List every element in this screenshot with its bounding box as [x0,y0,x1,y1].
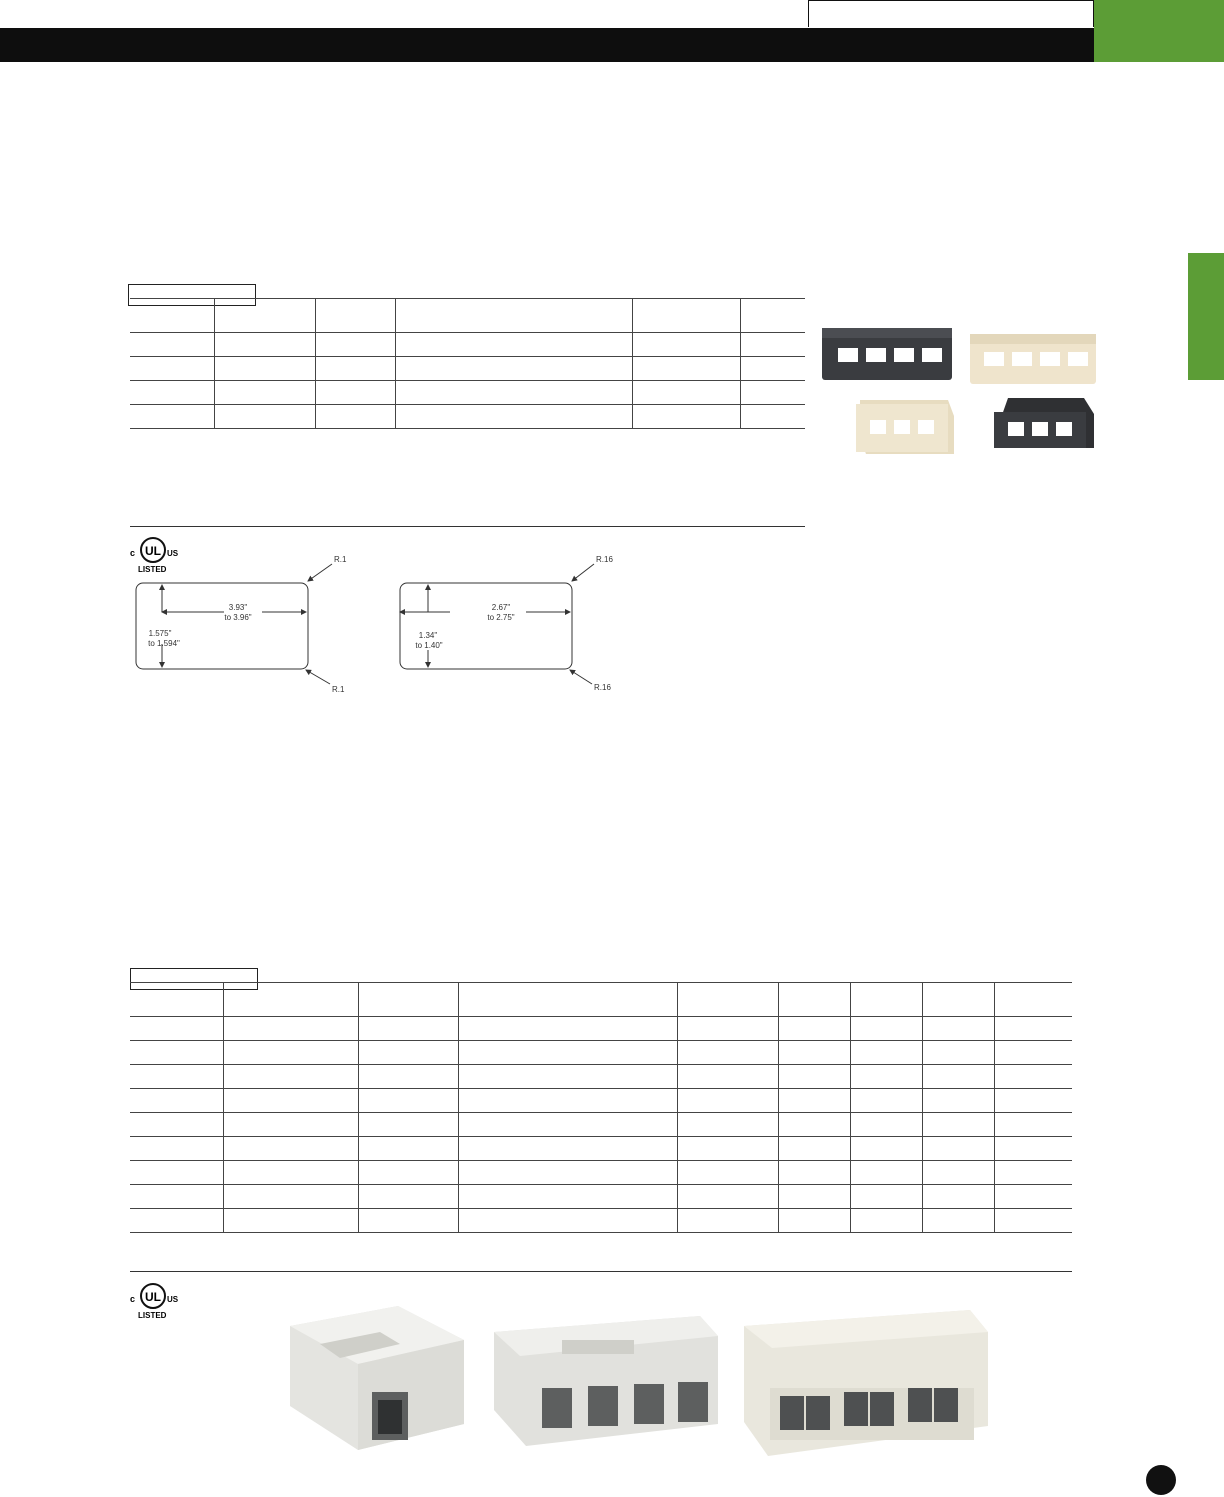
ul-text: UL [145,544,161,558]
surface-box-2-port [290,1306,464,1450]
table2-cell [778,1017,850,1041]
table2-cell [358,1185,458,1209]
table2-header-cell [778,983,850,1017]
table-row [130,1161,1072,1185]
table-row [130,1017,1072,1041]
table1-cell [315,357,395,381]
table2-cell [994,1161,1072,1185]
table1-cell [130,357,214,381]
table2-cell [458,1065,677,1089]
cutout-diagram-large [136,555,347,694]
table2-header-cell [223,983,358,1017]
table2-cell [130,1041,223,1065]
table1-cell [632,381,740,405]
table2-cell [223,1017,358,1041]
table2-cell [922,1089,994,1113]
table2-cell [677,1137,778,1161]
table-row [130,1113,1072,1137]
table2-cell [922,1161,994,1185]
large-width-bottom: to 3.96" [224,613,252,622]
large-height-top: 1.575" [148,629,172,638]
table1-cell [130,405,214,429]
table2-cell [994,1017,1072,1041]
table1-header-cell [214,299,315,333]
table2-cell [922,1137,994,1161]
table1-cell [214,333,315,357]
table2-cell [677,1065,778,1089]
small-radius-top: R.16 [596,555,613,564]
table2-cell [994,1137,1072,1161]
table1-cell [740,381,805,405]
table2-cell [850,1065,922,1089]
table1-cell [632,333,740,357]
table2-cell [922,1041,994,1065]
ul-text: UL [145,1290,161,1304]
surface-mount-boxes-photo [280,1296,1000,1466]
table1-cell [214,381,315,405]
table1-cell [395,405,632,429]
table-row [130,333,805,357]
table2-cell [677,1113,778,1137]
table2-cell [994,1209,1072,1233]
table-row [130,1185,1072,1209]
table2-cell [778,1161,850,1185]
table2-cell [458,1137,677,1161]
table1-cell [740,357,805,381]
table2-cell [994,1113,1072,1137]
table2-cell [130,1113,223,1137]
table2-cell [223,1137,358,1161]
insert-ivory-4-port [970,334,1096,384]
table2-cell [850,1185,922,1209]
table2-cell [458,1041,677,1065]
small-width-bottom: to 2.75" [487,613,515,622]
table2-cell [223,1161,358,1185]
section-divider-2 [130,1271,1072,1272]
table-row [130,357,805,381]
header-green-tab [1094,0,1224,62]
table2-cell [922,1185,994,1209]
table1-cell [315,381,395,405]
table2-cell [778,1089,850,1113]
table2-cell [850,1041,922,1065]
table2-cell [677,1017,778,1041]
ul-us-text: US [167,549,179,558]
table1-cell [315,333,395,357]
table2-cell [130,1209,223,1233]
table1-cell [395,333,632,357]
table2-cell [922,1209,994,1233]
section-divider-1 [130,526,805,527]
table2-cell [778,1041,850,1065]
table2-cell [778,1113,850,1137]
small-radius-bottom: R.16 [594,683,611,692]
ul-listed-logo-2 [128,1278,188,1322]
table2-cell [778,1137,850,1161]
table2-cell [677,1041,778,1065]
table2-cell [358,1209,458,1233]
table-row [130,1041,1072,1065]
table2-header-cell [994,983,1072,1017]
table2-cell [778,1185,850,1209]
table2-header-cell [922,983,994,1017]
table1-cell [130,333,214,357]
surface-box-4-port [494,1316,718,1446]
table2-cell [358,1041,458,1065]
table2-cell [458,1209,677,1233]
cutout-diagram-small [400,555,613,692]
table2-cell [130,1161,223,1185]
small-height-bottom: to 1.40" [415,641,443,650]
table2-cell [130,1137,223,1161]
table2-cell [130,1017,223,1041]
table2-cell [994,1065,1072,1089]
table2-cell [677,1161,778,1185]
table2-cell [358,1017,458,1041]
table2-cell [130,1065,223,1089]
table2-cell [778,1065,850,1089]
table1-header-cell [395,299,632,333]
table-row [130,1089,1072,1113]
ul-us-text: US [167,1295,179,1304]
table2-cell [778,1209,850,1233]
table-row [130,1137,1072,1161]
table2-cell [850,1017,922,1041]
table2-cell [458,1185,677,1209]
table2-header-cell [850,983,922,1017]
ul-listed-text: LISTED [138,1311,167,1320]
side-section-tab [1188,253,1224,380]
table2-cell [850,1113,922,1137]
large-radius-bottom: R.1 [332,685,345,694]
table1-cell [740,333,805,357]
small-height-top: 1.34" [418,631,438,640]
table2-cell [850,1209,922,1233]
table1-cell [740,405,805,429]
table1-cell [632,357,740,381]
table-row [130,1065,1072,1089]
table2-cell [922,1065,994,1089]
table2-cell [677,1209,778,1233]
large-width-top: 3.93" [228,603,248,612]
table2-cell [994,1089,1072,1113]
modular-inserts-photo [808,288,1108,510]
table2-cell [130,1089,223,1113]
table2-cell [223,1185,358,1209]
table2-cell [223,1113,358,1137]
table2-cell [458,1017,677,1041]
table2-cell [850,1137,922,1161]
table1-cell [395,357,632,381]
table1-cell [395,381,632,405]
small-width-top: 2.67" [491,603,511,612]
header-tab-box [808,0,1094,27]
table2-cell [358,1137,458,1161]
table1-header-cell [740,299,805,333]
table2-cell [994,1185,1072,1209]
table2-cell [458,1089,677,1113]
table2-cell [458,1113,677,1137]
table2-header-cell [130,983,223,1017]
table2-cell [358,1065,458,1089]
table2-header-cell [358,983,458,1017]
table1-cell [315,405,395,429]
table-row [130,405,805,429]
table2-cell [223,1065,358,1089]
table2-header-cell [458,983,677,1017]
ul-c-text: c [130,1294,136,1304]
table2 [130,982,1072,1233]
large-height-bottom: to 1.594" [148,639,180,648]
table1-header-cell [130,299,214,333]
table2-cell [358,1161,458,1185]
table2-cell [223,1209,358,1233]
table2-header-cell [677,983,778,1017]
table2-cell [130,1185,223,1209]
table1-header-cell [315,299,395,333]
table2-cell [850,1089,922,1113]
table-row [130,1209,1072,1233]
table1-cell [130,381,214,405]
table2-cell [922,1017,994,1041]
table1-cell [632,405,740,429]
page-number [1146,1465,1176,1495]
ul-c-text: c [130,548,136,558]
table1 [130,298,805,429]
table2-cell [850,1161,922,1185]
table2-cell [994,1041,1072,1065]
surface-box-6-port [744,1310,988,1456]
table1-cell [214,405,315,429]
table2-cell [677,1185,778,1209]
table2-cell [677,1089,778,1113]
ul-listed-text: LISTED [138,565,167,574]
insert-dark-4-port [822,328,952,380]
table2-cell [223,1089,358,1113]
table-row [130,381,805,405]
table2-cell [358,1089,458,1113]
dimension-diagrams [128,548,628,700]
table2-cell [358,1113,458,1137]
insert-dark-3-port [994,398,1094,448]
table2-cell [922,1113,994,1137]
table2-cell [458,1161,677,1185]
table1-cell [214,357,315,381]
table1-header-cell [632,299,740,333]
insert-ivory-3-port [856,400,954,454]
header-bar [0,28,1094,62]
table2-cell [223,1041,358,1065]
large-radius-top: R.1 [334,555,347,564]
